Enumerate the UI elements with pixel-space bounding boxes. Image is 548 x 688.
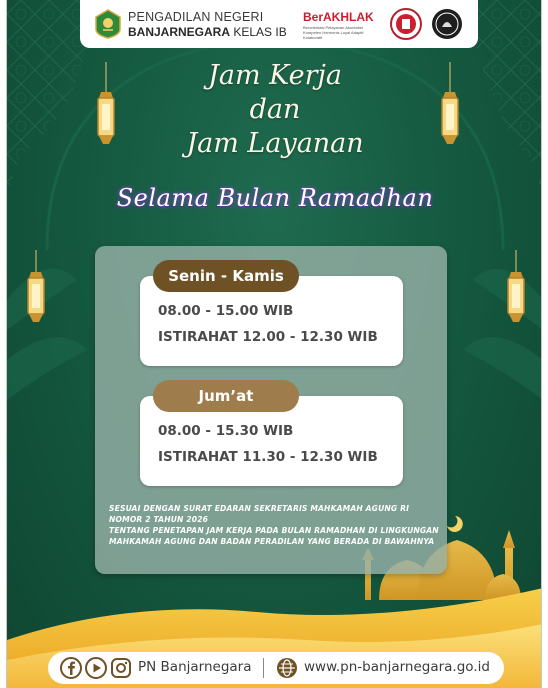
black-seal-icon	[431, 8, 463, 40]
title-line-3: Jam Layanan	[186, 128, 364, 159]
working-hours: 08.00 - 15.00 WIB	[158, 303, 294, 319]
berakhlak-logo: BerAKHLAK	[303, 10, 374, 24]
footer-divider	[263, 658, 264, 678]
facebook-icon[interactable]	[60, 657, 82, 679]
subtitle: Selama Bulan Ramadhan	[116, 184, 434, 212]
berakhlak-tagline: Berorientasi Pelayanan Akuntabel Kompeten Harmonis Loyal Adaptif Kolaboratif	[303, 25, 364, 40]
court-name: PENGADILAN NEGERI	[128, 10, 264, 24]
working-hours: 08.00 - 15.30 WIB	[158, 423, 294, 439]
lantern-icon	[503, 250, 529, 330]
day-label-fri: Jum’at	[153, 380, 299, 412]
footer-bar	[48, 652, 504, 684]
social-handle[interactable]: PN Banjarnegara	[138, 659, 252, 675]
header-bar	[80, 0, 478, 48]
globe-icon	[276, 657, 298, 679]
break-hours: ISTIRAHAT 12.00 - 12.30 WIB	[158, 329, 378, 345]
court-logo-icon	[94, 9, 122, 39]
red-seal-icon	[390, 8, 422, 40]
website-link[interactable]: www.pn-banjarnegara.go.id	[304, 659, 490, 675]
title-line-1: Jam Kerja	[208, 60, 342, 91]
lantern-icon	[23, 250, 49, 330]
court-location: BANJARNEGARA KELAS IB	[128, 25, 287, 39]
regulation-notice: SESUAI DENGAN SURAT EDARAN SEKRETARIS MAHKAMAH AGUNG RI NOMOR 2 TAHUN 2026 TENTANG PENETAPAN JAM KERJA PADA BULAN RAMADHAN DI LINGKUNGAN MAHKAMAH AGUNG DAN BADAN PERADILAN YANG BERADA DI BAWAHNYA	[109, 504, 439, 546]
youtube-icon[interactable]	[85, 657, 107, 679]
break-hours: ISTIRAHAT 11.30 - 12.30 WIB	[158, 449, 378, 465]
title-line-2: dan	[249, 94, 301, 125]
instagram-icon[interactable]	[110, 657, 132, 679]
schedule-panel	[95, 246, 447, 574]
day-label-mon-thu: Senin - Kamis	[153, 260, 299, 292]
poster	[6, 0, 542, 688]
